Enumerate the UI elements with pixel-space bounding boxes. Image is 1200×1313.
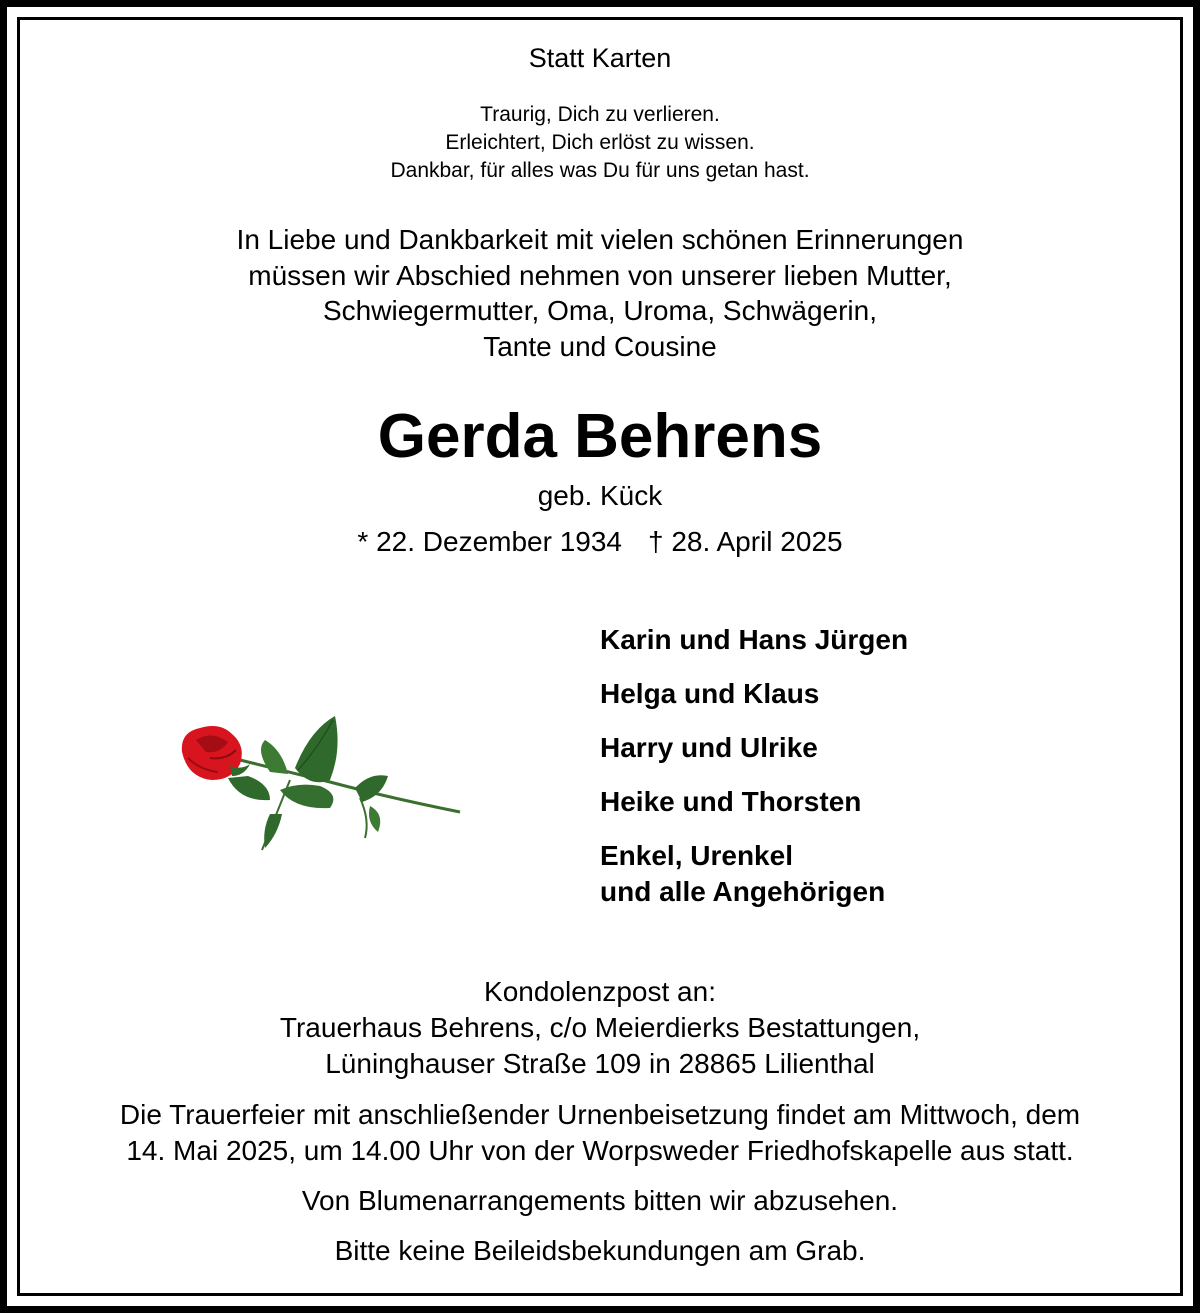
poem-line: Dankbar, für alles was Du für uns getan hast. [390,159,810,182]
mourner-entry [600,622,908,658]
poem-line: Erleichtert, Dich erlöst zu wissen. [445,131,755,154]
grave-note: Bitte keine Beileidsbekundungen am Grab. [334,1235,866,1266]
mourner-entry [600,676,908,712]
rose-leaf [228,776,270,800]
condolence-line: Lüninghauser Straße 109 in 28865 Lilienthal [325,1048,875,1079]
rose-leaf [280,785,333,809]
mourner-line: Karin und Hans Jürgen [600,624,909,655]
rose-leaf [295,716,338,782]
rose-stem [232,758,460,812]
mourner-line: Helga und Klaus [600,678,820,709]
condolence-line: Kondolenzpost an: [484,976,716,1007]
intro-line: Tante und Cousine [483,330,717,362]
death-date: † 28. April 2025 [648,526,843,557]
intro-line: Schwiegermutter, Oma, Uroma, Schwägerin, [323,295,877,326]
mourners-list [600,622,908,910]
funeral-line: 14. Mai 2025, um 14.00 Uhr von der Worpsweder Friedhofskapelle aus statt. [126,1135,1074,1166]
life-dates [0,524,1200,560]
mourner-entry [600,730,908,766]
intro-text [0,222,1200,364]
maiden-name: geb. Kück [537,480,663,511]
condolence-address [0,974,1200,1082]
poem [0,101,1200,185]
rose-leaf [264,814,282,848]
rose-leaf [261,740,288,774]
rose-leaf [355,775,388,802]
mourner-entry [600,838,908,910]
condolence-line: Trauerhaus Behrens, c/o Meierdierks Bestattungen, [279,1012,921,1043]
birth-date: * 22. Dezember 1934 [357,526,622,557]
statt-karten-heading: Statt Karten [528,43,672,73]
mourner-line: Harry und Ulrike [600,732,818,763]
intro-line: müssen wir Abschied nehmen von unserer lieben Mutter, [248,259,952,291]
flowers-note: Von Blumenarrangements bitten wir abzusehen. [301,1185,899,1216]
poem-line: Traurig, Dich zu verlieren. [480,103,720,126]
funeral-line: Die Trauerfeier mit anschließender Urnenbeisetzung findet am Mittwoch, dem [119,1099,1081,1130]
mourner-entry [600,784,908,820]
mourner-line: Enkel, Urenkel [600,840,793,871]
funeral-notice [0,1097,1200,1169]
deceased-name: Gerda Behrens [377,402,823,471]
red-rose-icon [170,710,470,860]
intro-line: In Liebe und Dankbarkeit mit vielen schönen Erinnerungen [236,224,964,255]
rose-leaf [369,806,380,832]
mourner-line: und alle Angehörigen [600,876,886,907]
mourner-line: Heike und Thorsten [600,786,862,817]
